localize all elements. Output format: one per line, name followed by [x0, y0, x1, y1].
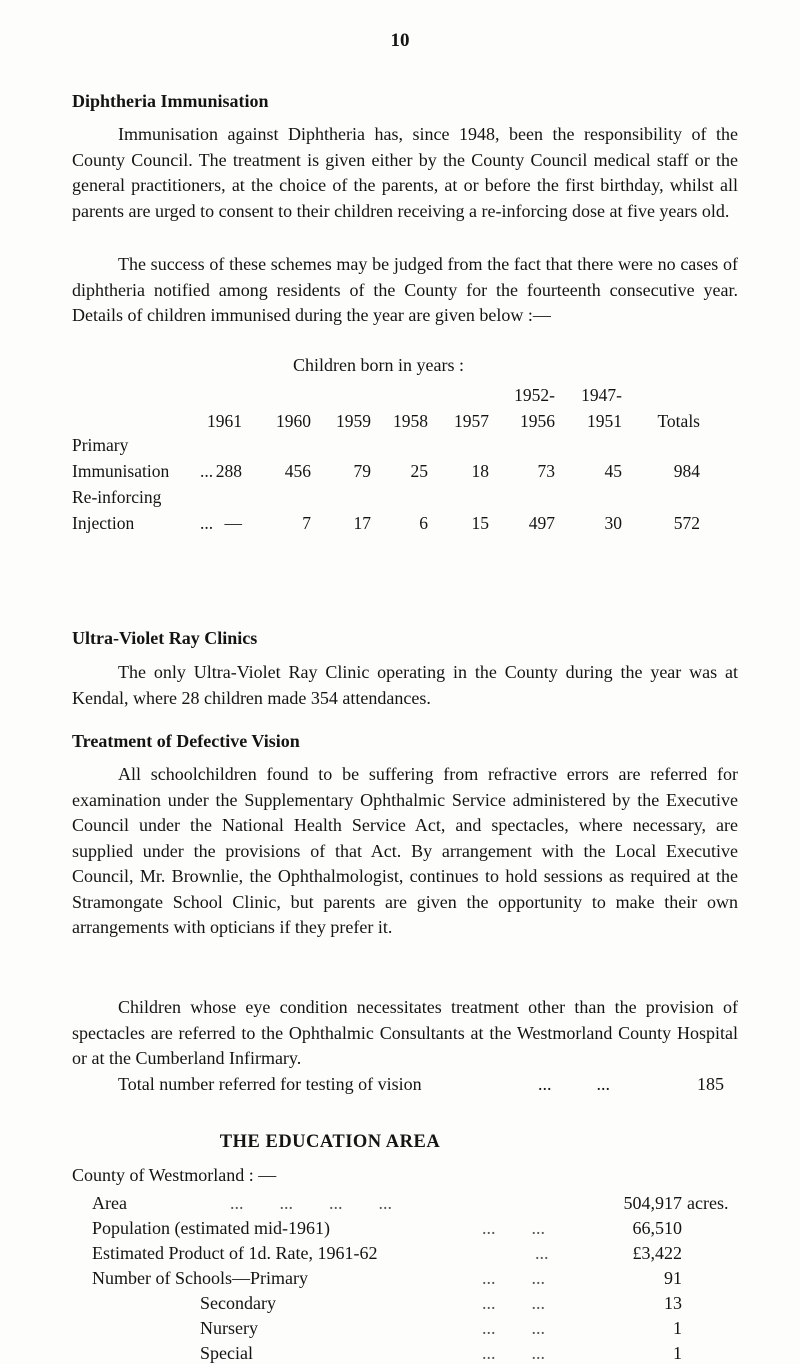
- table-col-header: 1956: [520, 411, 555, 431]
- table-col-header: 1961: [207, 411, 242, 431]
- table-row-dots: ...: [200, 461, 214, 481]
- table-col-header: Totals: [657, 411, 700, 431]
- education-item-label: Secondary: [200, 1293, 276, 1313]
- table-row-label: Immunisation: [72, 461, 170, 481]
- table-col-header: 1951: [587, 411, 622, 431]
- table-col-header: 1957: [454, 411, 489, 431]
- table-cell: 984: [673, 461, 700, 481]
- page-number: 10: [390, 30, 410, 51]
- table-cell: 572: [673, 513, 700, 533]
- education-item-value: 504,917: [623, 1193, 682, 1213]
- vision-total-label: Total number referred for testing of vision: [118, 1074, 422, 1094]
- education-item-dots: ... ...: [482, 1343, 545, 1363]
- table-col-header-top: 1947-: [581, 385, 622, 405]
- diphtheria-paragraph-2: The success of these schemes may be judged from the fact that there were no cases of diphtheria notified among residents of the County for the fourteenth consecutive year. Details of children immunised during the year are given below :—: [72, 254, 738, 325]
- education-item-dots: ... ...: [482, 1268, 545, 1288]
- table-row-dots: ...: [200, 513, 214, 533]
- table-cell: 79: [353, 461, 371, 481]
- vision-total-dots: ... ...: [538, 1074, 610, 1094]
- ultraviolet-paragraph: The only Ultra-Violet Ray Clinic operating in the County during the year was at Kendal, where 28 children made 354 attendances.: [72, 662, 738, 708]
- table-row-label: Injection: [72, 513, 135, 533]
- vision-total-value: 185: [697, 1074, 724, 1094]
- education-item-dots: ... ...: [482, 1318, 545, 1338]
- table-cell: 497: [528, 513, 555, 533]
- education-county: County of Westmorland : —: [72, 1165, 277, 1185]
- vision-paragraph-2: Children whose eye condition necessitates treatment other than the provision of spectacles are referred to the Ophthalmic Consultants at the Westmorland County Hospital or at the Cumberland Infirmary.: [72, 997, 738, 1068]
- table-cell: 17: [353, 513, 371, 533]
- vision-heading: Treatment of Defective Vision: [72, 731, 300, 751]
- education-item-label: Area: [92, 1193, 127, 1213]
- table-col-header-top: 1952-: [514, 385, 555, 405]
- education-item-label: Estimated Product of 1d. Rate, 1961-62: [92, 1243, 378, 1263]
- education-item-label: Nursery: [200, 1318, 258, 1338]
- table-caption: Children born in years :: [293, 355, 464, 375]
- table-cell: 45: [604, 461, 622, 481]
- table-cell: 6: [419, 513, 428, 533]
- education-item-value: 1: [673, 1343, 682, 1363]
- education-item-unit: acres.: [687, 1193, 729, 1213]
- table-col-header: 1959: [336, 411, 371, 431]
- education-item-dots: ...: [535, 1243, 549, 1263]
- education-item-label: Number of Schools—Primary: [92, 1268, 308, 1288]
- education-item-value: 13: [664, 1293, 682, 1313]
- diphtheria-heading: Diphtheria Immunisation: [72, 91, 269, 111]
- education-item-label: Special: [200, 1343, 253, 1363]
- diphtheria-paragraph-1: Immunisation against Diphtheria has, since 1948, been the responsibility of the County Council. The treatment is given either by the County Council medical staff or the general practitioners, at the choice of the parents, at or before the first birthday, whilst all parents are urged to consent to their children receiving a re-inforcing dose at five years old.: [72, 124, 738, 221]
- table-cell: 456: [284, 461, 311, 481]
- table-cell: 288: [215, 461, 242, 481]
- table-cell: 73: [537, 461, 555, 481]
- education-item-dots: ... ...: [482, 1293, 545, 1313]
- vision-paragraph-1: All schoolchildren found to be suffering from refractive errors are referred for examination under the Supplementary Ophthalmic Service administered by the Executive Council under the National Health Service Act, and spectacles, where necessary, are supplied under the provisions of that Act. By arrangement with the Local Executive Council, Mr. Brownlie, the Ophthalmologist, continues to hold sessions as required at the Stramongate School Clinic, but parents are given the opportunity to make their own arrangements with opticians if they prefer it.: [72, 764, 738, 937]
- table-cell: 25: [410, 461, 428, 481]
- ultraviolet-heading: Ultra-Violet Ray Clinics: [72, 628, 258, 648]
- education-item-value: £3,422: [632, 1243, 682, 1263]
- table-cell: 7: [302, 513, 311, 533]
- table-cell: 15: [471, 513, 489, 533]
- education-item-label: Population (estimated mid-1961): [92, 1218, 330, 1238]
- education-item-value: 66,510: [632, 1218, 682, 1238]
- education-item-dots: ... ... ... ...: [230, 1193, 392, 1213]
- education-item-value: 1: [673, 1318, 682, 1338]
- table-col-header: 1960: [276, 411, 311, 431]
- table-cell: —: [224, 513, 242, 533]
- table-cell: 30: [604, 513, 622, 533]
- table-cell: 18: [471, 461, 489, 481]
- table-col-header: 1958: [393, 411, 428, 431]
- education-title: THE EDUCATION AREA: [219, 1132, 441, 1152]
- education-item-value: 91: [664, 1268, 682, 1288]
- education-item-dots: ... ...: [482, 1218, 545, 1238]
- table-row-label-top: Primary: [72, 435, 129, 455]
- table-row-label-top: Re-inforcing: [72, 487, 162, 507]
